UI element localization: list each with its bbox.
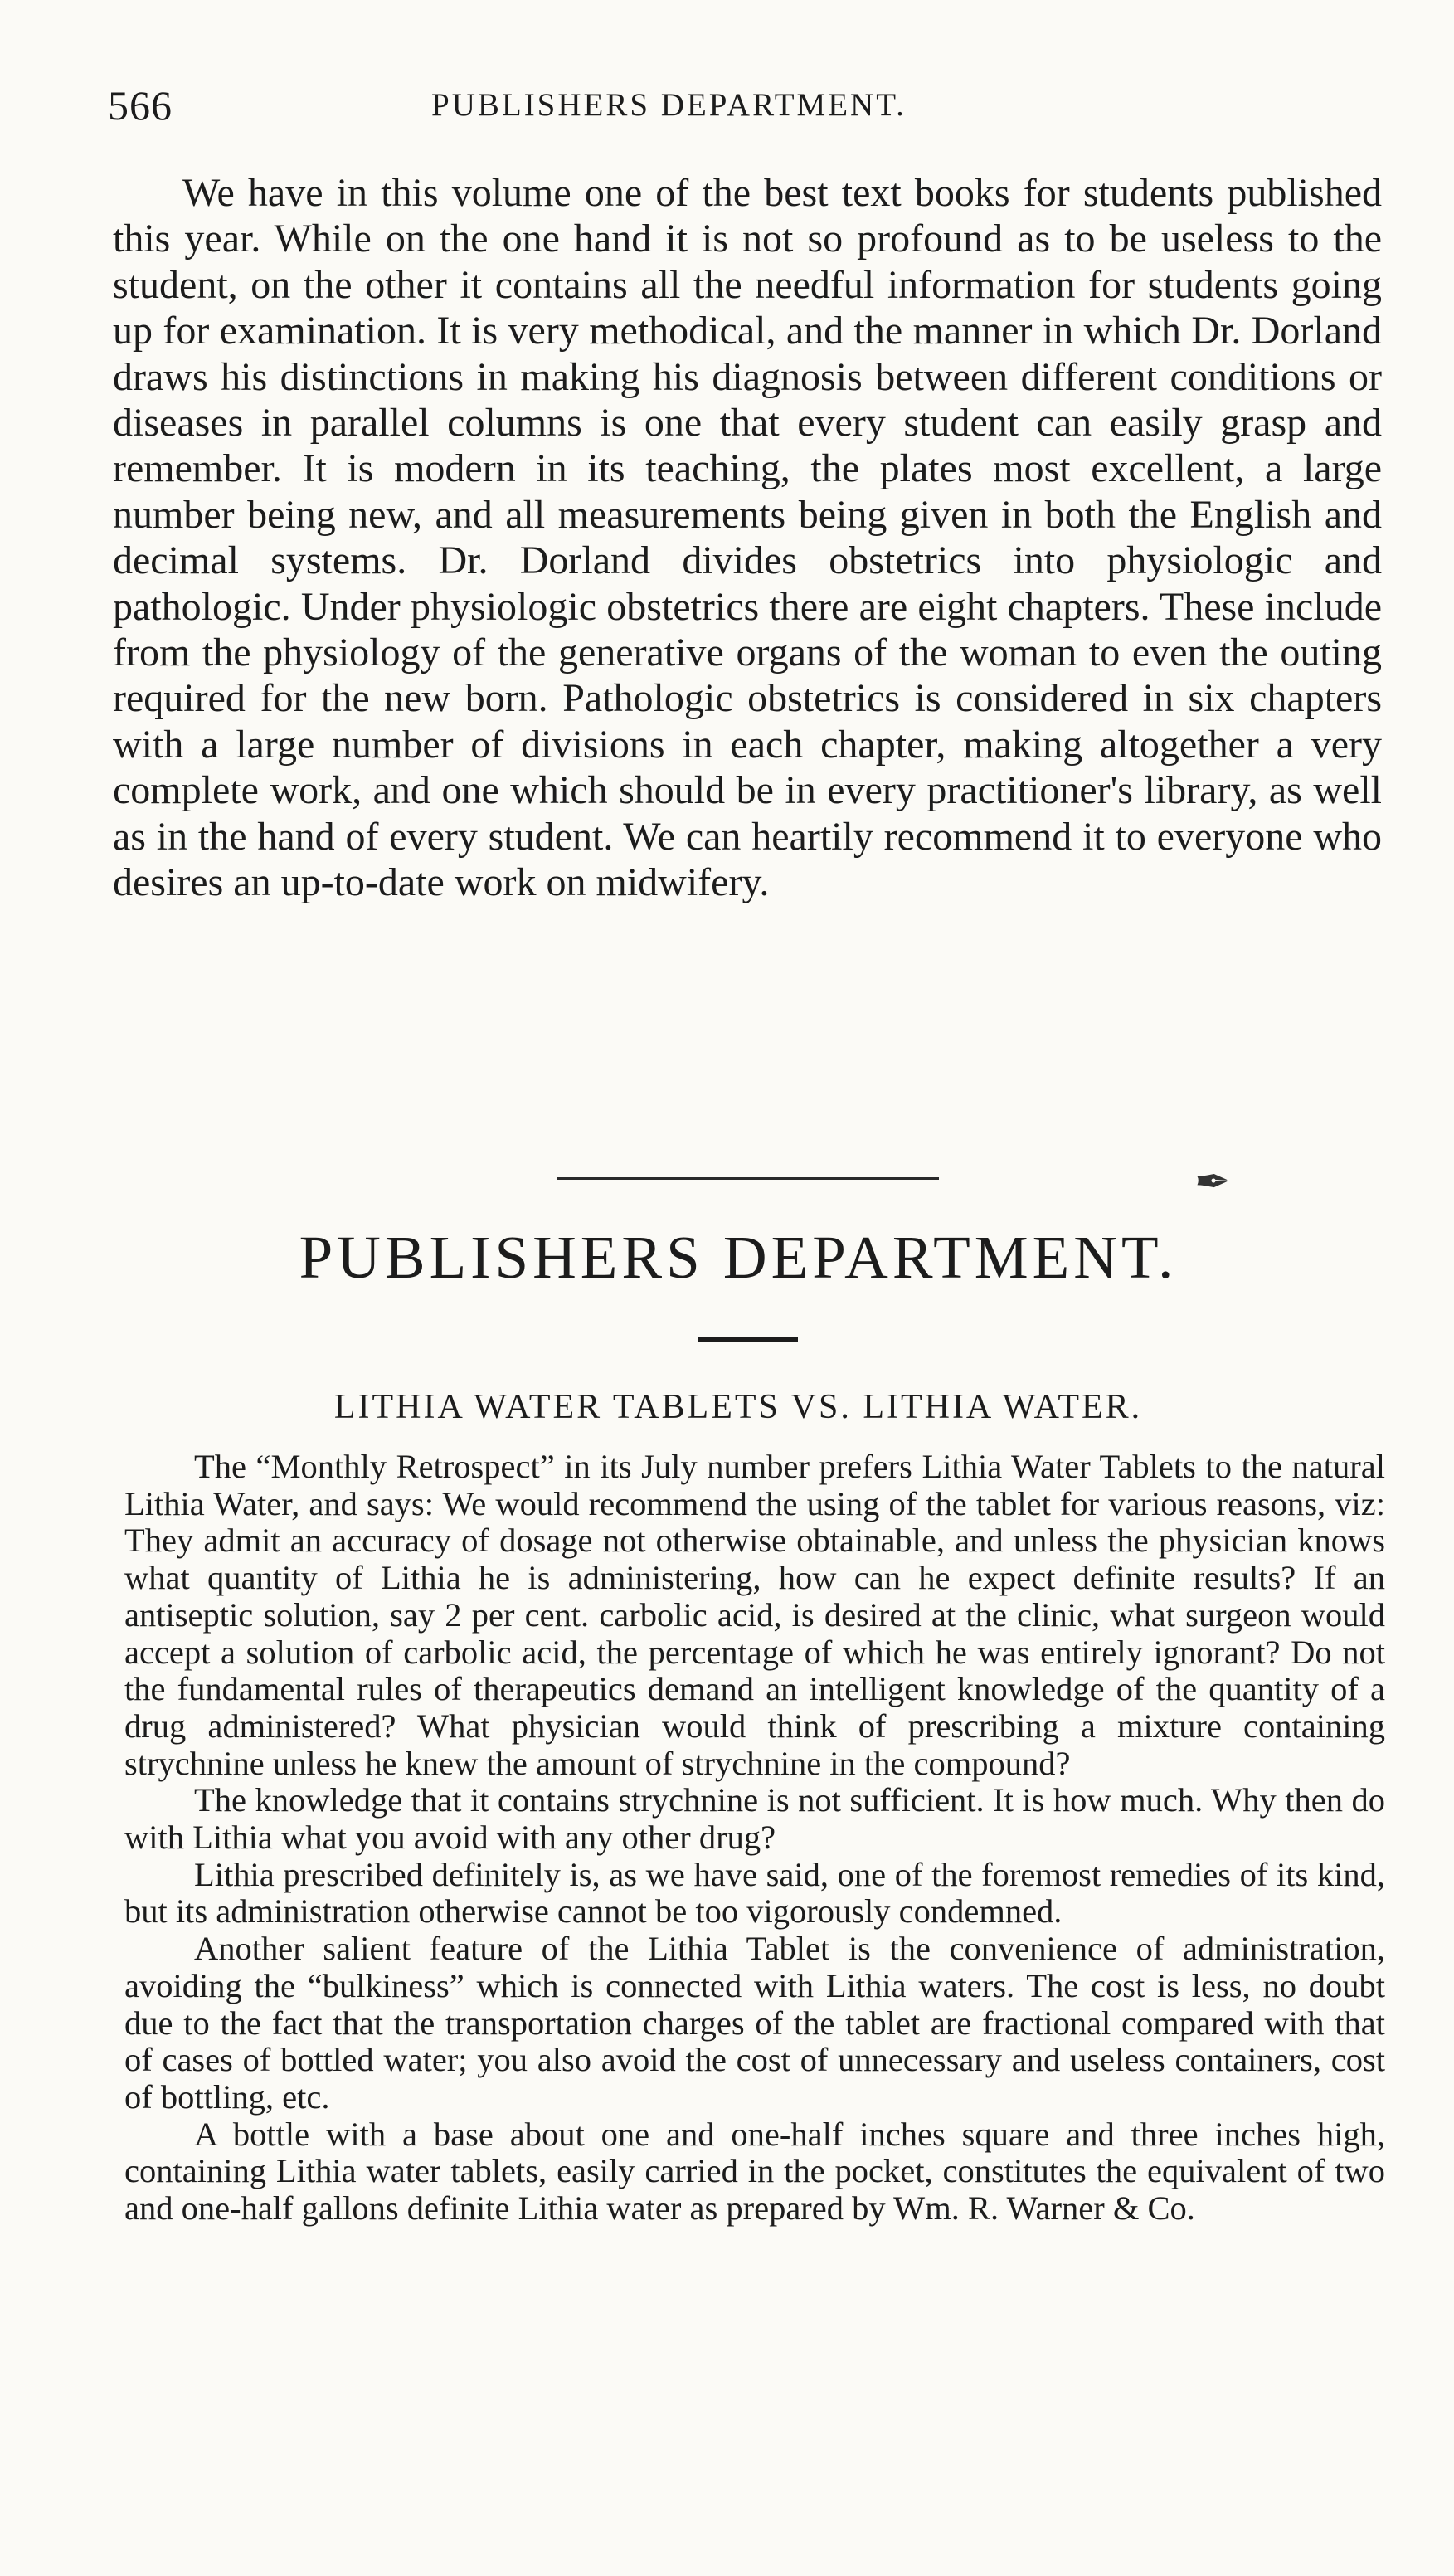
article-paragraph: A bottle with a base about one and one-half inches square and three inches high, containing Lithia water tablets, easily carried in the pocket, constitutes the equivalent of two and one-half gallons definite Lithia water as prepared by Wm. R. Warner & Co.	[124, 2115, 1385, 2228]
book-review-paragraph: We have in this volume one of the best text books for students published this year. While on the one hand it is not so profound as to be useless to the student, on the other it contains all the needful information for students going up for examination. It is very methodical, and the manner in which Dr. Dorland draws his distinctions in making his diagnosis between different conditions or diseases in parallel columns is one that every student can easily grasp and remember. It is modern in its teaching, the plates most excellent, a large number being new, and all measurements being given in both the English and decimal systems. Dr. Dorland divides obstetrics into physiologic and pathologic. Under physiologic obstetrics there are eight chapters. These include from the physiology of the generative organs of the woman to even the outing required for the new born. Pathologic obstetrics is considered in six chapters with a large number of divisions in each chapter, making altogether a very complete work, and one which should be in every practitioner's library, as well as in the hand of every student. We can heartily recommend it to everyone who desires an up-to-date work on midwifery.	[113, 171, 1382, 905]
article-paragraph: The “Monthly Retrospect” in its July number prefers Lithia Water Tablets to the natural Lithia Water, and says: We would recommend the using of the tablet for various reasons, viz: They admit an accuracy of dosage not otherwise obtainable, and unless the physician knows what quantity of Lithia he is administering, how can he expect definite results? If an antiseptic solution, say 2 per cent. carbolic acid, is desired at the clinic, what surgeon would accept a solution of carbolic acid, the percentage of which he was entirely ignorant? Do not the fundamental rules of therapeutics demand an intelligent knowledge of the quantity of a drug administered? What physician would think of prescribing a mixture containing strychnine unless he knew the amount of strychnine in the compound?	[124, 1448, 1385, 1782]
article-paragraph: The knowledge that it contains strychnine is not sufficient. It is how much. Why then do with Lithia what you avoid with any other drug?	[124, 1781, 1385, 1857]
section-divider-rule	[557, 1177, 939, 1180]
page-number: 566	[108, 82, 173, 129]
article-paragraph: Another salient feature of the Lithia Tablet is the convenience of administration, avoiding the “bulkiness” which is connected with Lithia waters. The cost is less, no doubt due to the fact that the transportation charges of the tablet are fractional compared with that of cases of bottled water; you also avoid the cost of unnecessary and useless containers, cost of bottling, etc.	[124, 1930, 1385, 2116]
title-underline-rule	[698, 1337, 798, 1342]
ornament-mark-icon: ✒	[1194, 1159, 1231, 1206]
article-title: LITHIA WATER TABLETS VS. LITHIA WATER.	[333, 1388, 1143, 1426]
running-title: PUBLISHERS DEPARTMENT.	[431, 87, 907, 123]
running-head	[108, 81, 1385, 139]
section-title: PUBLISHERS DEPARTMENT.	[299, 1224, 1178, 1291]
article-paragraph: Lithia prescribed definitely is, as we have said, one of the foremost remedies of its kind, but its administration otherwise cannot be too vigorously condemned.	[124, 1855, 1385, 1931]
article-body	[124, 1449, 1385, 2228]
